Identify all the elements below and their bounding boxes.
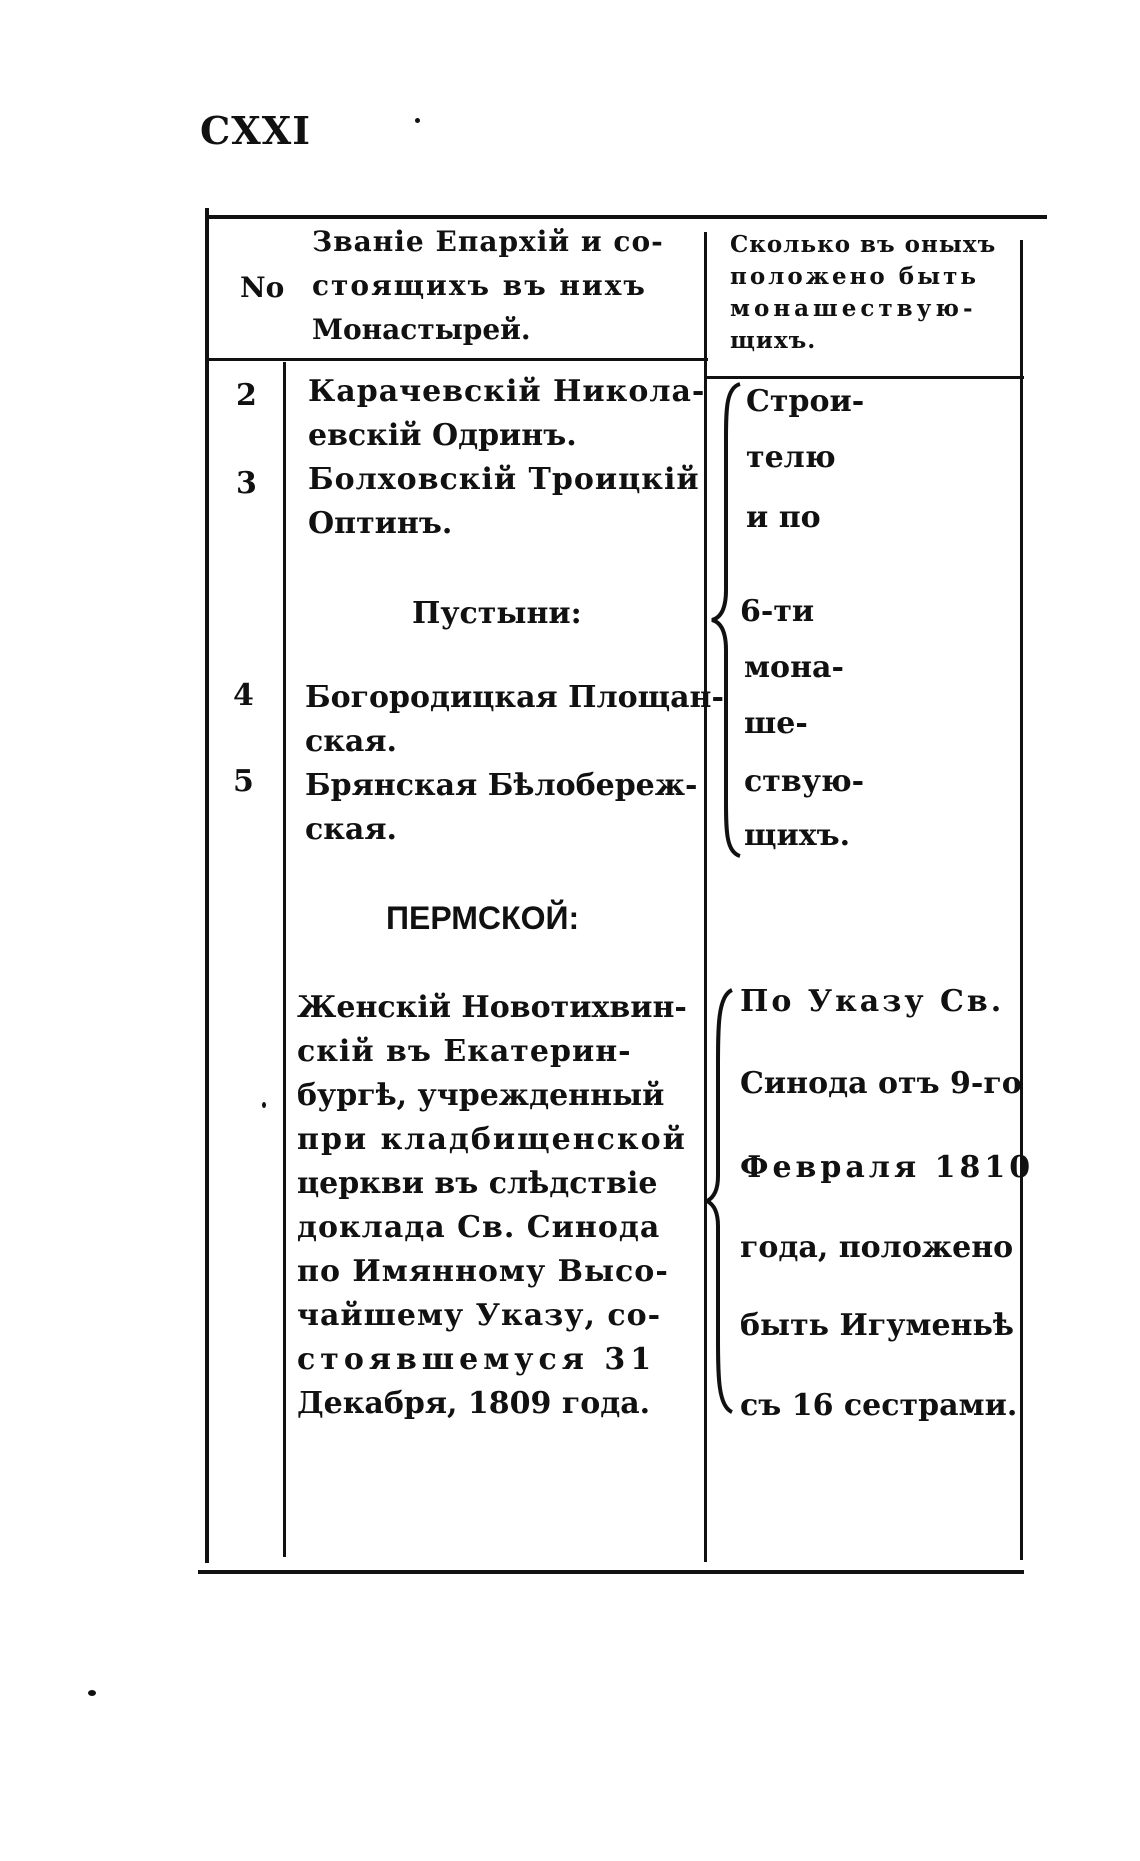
ink-speck — [415, 118, 420, 123]
perm-title-line: Женскій Новотихвин- — [297, 990, 687, 1025]
ink-speck — [262, 1102, 266, 1108]
row-number: 4 — [233, 678, 254, 713]
perm-count-line: съ 16 сестрами. — [740, 1388, 1018, 1423]
perm-count-line: Синода отъ 9-го — [740, 1066, 1022, 1101]
row-title-line: Оптинъ. — [308, 506, 453, 541]
section-heading-pustyni: Пустыни: — [412, 596, 582, 631]
row-number: 5 — [233, 764, 254, 799]
count-line: телю — [746, 440, 836, 475]
perm-count-line: быть Игуменьѣ — [740, 1308, 1014, 1343]
perm-title-line: чайшему Указу, со- — [297, 1298, 662, 1333]
table-bottom-rule — [198, 1570, 1024, 1574]
perm-count-line: года, положено — [740, 1230, 1014, 1265]
row-title-line: ская. — [305, 724, 397, 759]
perm-title-line: по Имянному Высо- — [297, 1254, 669, 1289]
ink-speck — [88, 1690, 96, 1696]
table-right-rule — [1020, 240, 1023, 1560]
curly-brace-icon — [704, 986, 738, 1416]
perm-title-line: церкви въ слѣдствіе — [297, 1166, 658, 1201]
header-underline-left — [208, 358, 708, 361]
perm-title-line: Декабря, 1809 года. — [297, 1386, 651, 1421]
count-line: ше- — [744, 706, 808, 741]
perm-title-line: при кладбищенской — [297, 1122, 687, 1157]
count-line: мона- — [744, 650, 844, 685]
perm-title-line: стоявшемуся 31 — [297, 1342, 657, 1377]
perm-title-line: скій въ Екатерин- — [297, 1034, 632, 1069]
row-number: 2 — [236, 378, 257, 413]
header-title-line-3: Монастырей. — [312, 313, 531, 346]
perm-count-line: По Указу Св. — [740, 984, 1005, 1019]
table-left-rule — [205, 208, 209, 1563]
count-line: щихъ. — [744, 818, 851, 853]
header-count-line-2: положено быть — [730, 263, 980, 290]
header-count-line-4: щихъ. — [730, 327, 817, 354]
row-title-line: Брянская Бѣлобереж- — [305, 768, 698, 803]
row-number: 3 — [236, 466, 257, 501]
row-title-line: евскій Одринъ. — [308, 418, 577, 453]
header-title-line-2: стоящихъ въ нихъ — [312, 269, 647, 302]
row-title-line: ская. — [305, 812, 397, 847]
perm-title-line: доклада Св. Синода — [297, 1210, 661, 1245]
page-number: CXXI — [200, 108, 311, 153]
count-line: Строи- — [746, 384, 865, 419]
table-top-rule — [205, 215, 1047, 219]
header-no: No — [240, 271, 285, 304]
row-title-line: Болховскій Троицкій — [308, 462, 700, 497]
perm-title-line: бургѣ, учрежденный — [297, 1078, 665, 1113]
row-title-line: Богородицкая Площан- — [305, 680, 724, 715]
section-heading-perm: ПЕРМСКОЙ: — [386, 900, 580, 936]
count-line: и по — [746, 500, 821, 535]
count-line: 6-ти — [740, 594, 815, 629]
row-title-line: Карачевскій Никола- — [308, 374, 706, 409]
header-count-line-1: Сколько въ оныхъ — [730, 231, 997, 258]
col-divider-no — [283, 362, 286, 1557]
header-count-line-3: монашествую- — [730, 295, 977, 322]
perm-count-line: Февраля 1810 — [740, 1150, 1035, 1185]
count-line: ствую- — [744, 764, 865, 799]
header-underline-right — [706, 376, 1024, 379]
header-title-line-1: Званіе Епархій и со- — [312, 225, 664, 258]
